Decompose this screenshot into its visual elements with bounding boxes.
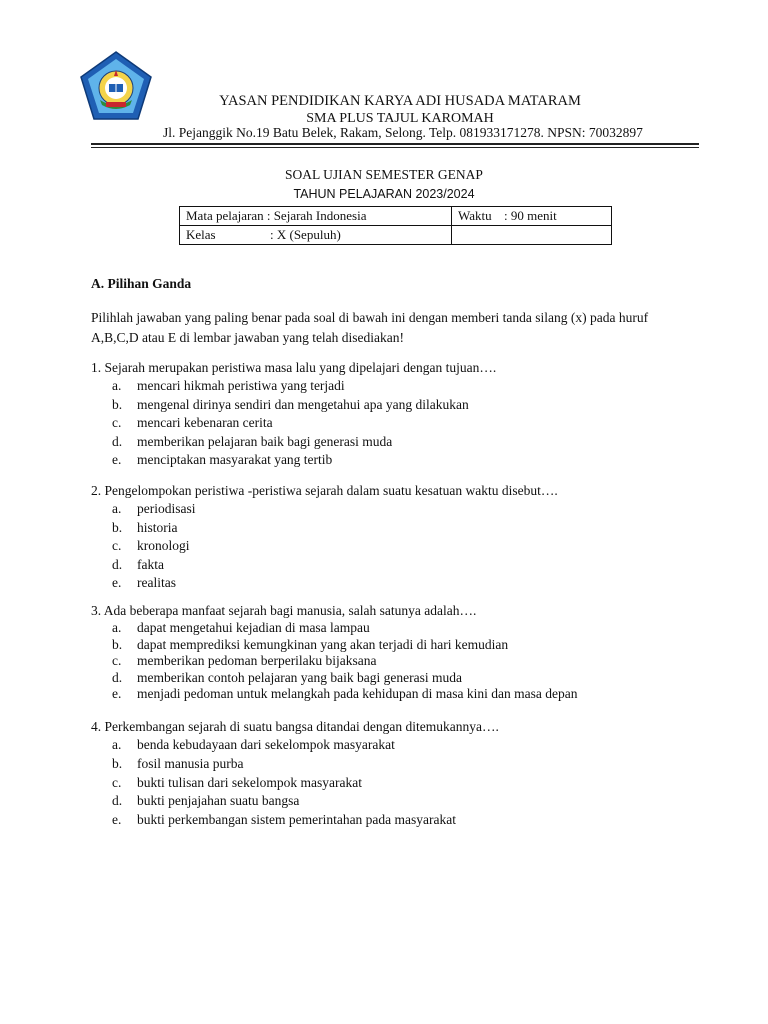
option-item: [91, 500, 711, 519]
option-item: [91, 811, 711, 830]
option-item: [91, 414, 711, 433]
option-text: fakta: [137, 556, 164, 572]
option-list: [91, 377, 711, 470]
option-letter: b.: [112, 519, 123, 535]
school-logo-icon: [79, 50, 153, 122]
option-text: bukti penjajahan suatu bangsa: [137, 793, 300, 809]
exam-year: TAHUN PELAJARAN 2023/2024: [293, 187, 475, 201]
option-item: [91, 670, 711, 687]
option-item: [91, 686, 711, 703]
option-text: memberikan pedoman berperilaku bijaksana: [137, 653, 377, 668]
option-item: [91, 377, 711, 396]
option-letter: d.: [112, 433, 123, 449]
question-1: [91, 359, 711, 470]
option-list: [91, 620, 711, 703]
option-item: [91, 620, 711, 637]
duration-value: : 90 menit: [504, 208, 557, 223]
option-text: dapat mengetahui kejadian di masa lampau: [137, 620, 370, 635]
option-item: [91, 792, 711, 811]
empty-cell: [452, 226, 612, 245]
option-item: [91, 519, 711, 538]
option-item: [91, 755, 711, 774]
option-text: menjadi pedoman untuk melangkah pada kehidupan di masa kini dan masa depan: [137, 686, 578, 701]
option-letter: c.: [112, 415, 122, 431]
option-item: [91, 574, 711, 593]
option-item: [91, 396, 711, 415]
option-text: memberikan pelajaran baik bagi generasi muda: [137, 433, 393, 449]
question-stem: 1. Sejarah merupakan peristiwa masa lalu yang dipelajari dengan tujuan….: [91, 360, 497, 375]
duration-label: Waktu: [458, 208, 492, 223]
option-item: [91, 451, 711, 470]
school-name: SMA PLUS TAJUL KAROMAH: [306, 111, 494, 126]
option-text: fosil manusia purba: [137, 755, 244, 771]
option-item: [91, 774, 711, 793]
option-letter: a.: [112, 737, 122, 752]
option-list: [91, 736, 711, 830]
option-letter: b.: [112, 755, 123, 771]
question-2: [91, 482, 711, 593]
question-stem: 4. Perkembangan sejarah di suatu bangsa ditandai dengan ditemukannya….: [91, 719, 499, 734]
school-address: Jl. Pejanggik No.19 Batu Belek, Rakam, Selong. Telp. 081933171278. NPSN: 70032897: [163, 125, 643, 140]
option-text: realitas: [137, 575, 176, 590]
section-instruction: Pilihlah jawaban yang paling benar pada soal di bawah ini dengan memberi tanda silang (x) pada huruf A,B,C,D atau E di lembar jawaban yang telah disediakan!: [91, 310, 649, 345]
letterhead-divider-thin: [91, 147, 699, 148]
option-letter: e.: [112, 452, 122, 468]
foundation-name: YASAN PENDIDIKAN KARYA ADI HUSADA MATARAM: [219, 93, 581, 109]
option-item: [91, 653, 711, 670]
option-text: menciptakan masyarakat yang tertib: [137, 452, 333, 468]
option-text: mencari kebenaran cerita: [137, 415, 273, 431]
option-text: kronologi: [137, 538, 190, 553]
option-letter: a.: [112, 378, 122, 393]
option-letter: e.: [112, 575, 122, 590]
option-letter: d.: [112, 556, 123, 572]
class-value: : X (Sepuluh): [270, 227, 341, 242]
option-letter: c.: [112, 653, 122, 668]
subject-text: Mata pelajaran : Sejarah Indonesia: [186, 208, 367, 223]
option-text: memberikan contoh pelajaran yang baik bagi generasi muda: [137, 669, 463, 685]
subject-cell: [180, 207, 452, 226]
option-letter: c.: [112, 774, 122, 790]
option-item: [91, 736, 711, 755]
duration-cell: [452, 207, 612, 226]
option-item: [91, 556, 711, 575]
letterhead: [150, 92, 650, 128]
exam-title: SOAL UJIAN SEMESTER GENAP: [285, 167, 483, 182]
option-letter: b.: [112, 396, 123, 412]
option-text: mengenal dirinya sendiri dan mengetahui apa yang dilakukan: [137, 396, 469, 412]
option-text: dapat memprediksi kemungkinan yang akan terjadi di hari kemudian: [137, 636, 509, 652]
option-list: [91, 500, 711, 593]
exam-info-table: [179, 206, 612, 245]
option-item: [91, 433, 711, 452]
option-item: [91, 537, 711, 556]
option-text: mencari hikmah peristiwa yang terjadi: [137, 378, 345, 393]
option-letter: d.: [112, 793, 123, 809]
class-label: Kelas: [186, 227, 216, 242]
option-letter: e.: [112, 686, 122, 701]
option-text: bukti perkembangan sistem pemerintahan pada masyarakat: [137, 812, 457, 828]
option-text: benda kebudayaan dari sekelompok masyarakat: [137, 737, 395, 752]
option-text: bukti tulisan dari sekelompok masyarakat: [137, 774, 362, 790]
table-row: [180, 226, 612, 245]
question-stem: 2. Pengelompokan peristiwa -peristiwa sejarah dalam suatu kesatuan waktu disebut….: [91, 483, 558, 498]
option-letter: e.: [112, 812, 122, 828]
question-4: [91, 718, 711, 830]
option-letter: b.: [112, 636, 123, 652]
option-item: [91, 637, 711, 654]
option-letter: c.: [112, 538, 122, 553]
question-3: [91, 602, 711, 703]
question-stem: 3. Ada beberapa manfaat sejarah bagi manusia, salah satunya adalah….: [91, 603, 477, 618]
option-letter: a.: [112, 501, 122, 516]
option-text: historia: [137, 519, 178, 535]
table-row: [180, 207, 612, 226]
section-title: A. Pilihan Ganda: [91, 276, 192, 291]
letterhead-divider: [91, 143, 699, 145]
option-letter: d.: [112, 669, 123, 685]
class-cell: [180, 226, 452, 245]
option-text: periodisasi: [137, 501, 196, 516]
option-letter: a.: [112, 620, 122, 635]
